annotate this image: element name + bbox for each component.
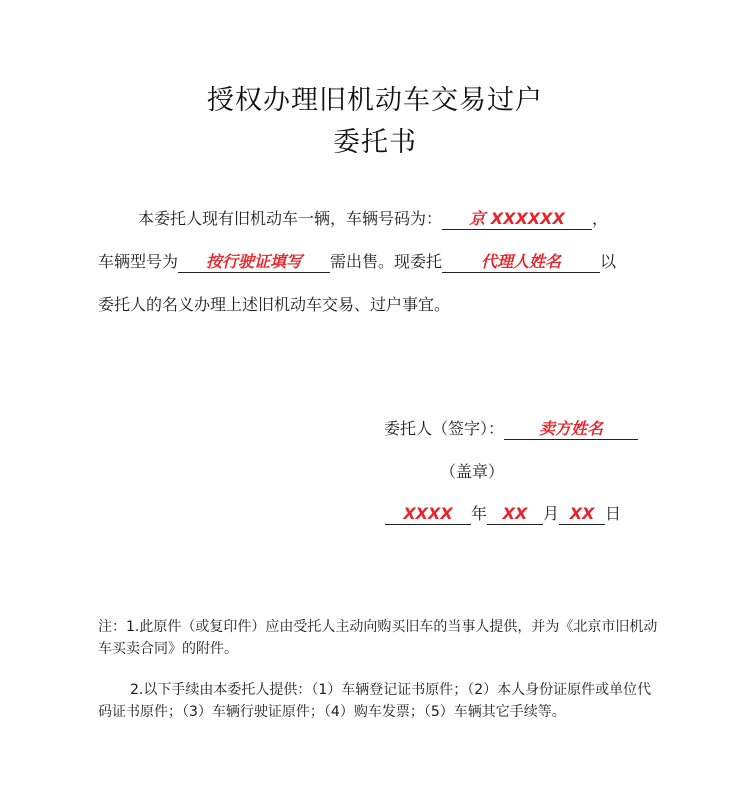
date-line [385,503,621,525]
paragraph-line-2 [98,251,616,273]
p2-prefix: 车辆型号为 [98,252,179,271]
agent-name-field[interactable] [442,252,600,273]
month-field[interactable] [487,504,543,525]
day-field[interactable] [559,504,605,525]
year-value: XXXX [403,504,453,523]
paragraph-line-3: 委托人的名义办理上述旧机动车交易、过户事宜。 [98,295,451,314]
seller-name-value: 卖方姓名 [539,419,604,438]
note-1: 注：1.此原件（或复印件）应由受托人主动向购买旧车的当事人提供，并为《北京市旧机动车买卖合同》的附件。 [98,619,658,657]
p1-suffix: ， [592,209,609,228]
seller-name-field[interactable] [504,419,638,440]
p2-mid: 需出售。现委托 [330,252,443,271]
day-value: XX [569,504,595,523]
signature-label: 委托人（签字）： [384,419,505,438]
seal-label: （盖章） [440,462,505,481]
plate-number-value: 京 XXXXXX [469,209,565,228]
vehicle-model-value: 按行驶证填写 [206,252,303,271]
note-2: 2.以下手续由本委托人提供：（1）车辆登记证书原件；（2）本人身份证原件或单位代码证书原件；（3）车辆行驶证原件；（4）购车发票；（5）车辆其它手续等。 [98,682,652,720]
month-label: 月 [543,504,560,523]
year-label: 年 [471,504,488,523]
document-title-line1: 授权办理旧机动车交易过户 [207,85,543,116]
agent-name-value: 代理人姓名 [481,252,562,271]
p2-suffix: 以 [600,252,617,271]
month-value: XX [502,504,528,523]
p1-prefix: 本委托人现有旧机动车一辆，车辆号码为： [138,209,443,228]
plate-number-field[interactable] [442,209,592,230]
signature-line [384,418,638,440]
year-field[interactable] [385,504,471,525]
paragraph-line-1 [138,208,608,230]
document-title-line2: 委托书 [333,127,417,158]
vehicle-model-field[interactable] [178,252,330,273]
day-label: 日 [605,504,622,523]
